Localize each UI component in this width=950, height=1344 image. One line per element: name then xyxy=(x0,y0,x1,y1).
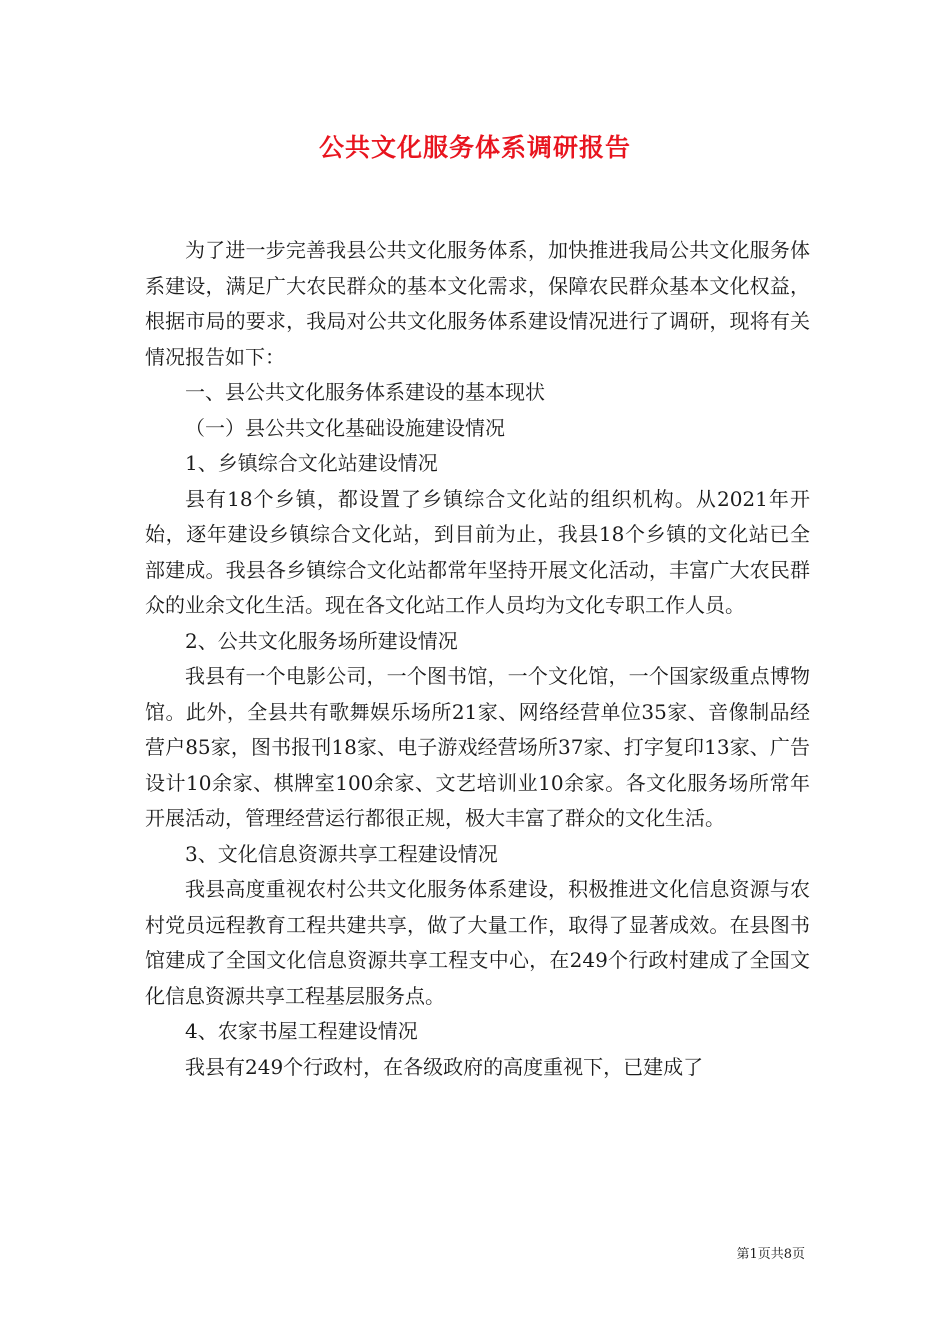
document-body xyxy=(145,233,810,1085)
item-heading-1: 1、乡镇综合文化站建设情况 xyxy=(185,451,438,475)
subsection-heading-1: （一）县公共文化基础设施建设情况 xyxy=(185,415,505,440)
document-title: 公共文化服务体系调研报告 xyxy=(318,133,631,162)
paragraph-info-sharing: 我县高度重视农村公共文化服务体系建设，积极推进文化信息资源与农村党员远程教育工程共建共享，做了大量工作，取得了显著成效。在县图书馆建成了全国文化信息资源共享工程支中心，在249个行政村建成了全国文化信息资源共享工程基层服务点。 xyxy=(145,877,810,1008)
paragraph-intro: 为了进一步完善我县公共文化服务体系，加快推进我局公共文化服务体系建设，满足广大农民群众的基本文化需求，保障农民群众基本文化权益，根据市局的要求，我局对公共文化服务体系建设情况进行了调研，现将有关情况报告如下： xyxy=(145,238,810,369)
paragraph-farm-libraries: 我县有249个行政村，在各级政府的高度重视下，已建成了 xyxy=(185,1054,704,1079)
section-heading-1: 一、县公共文化服务体系建设的基本现状 xyxy=(185,380,545,404)
item-heading-4: 4、农家书屋工程建设情况 xyxy=(185,1019,418,1043)
item-heading-2: 2、公共文化服务场所建设情况 xyxy=(185,628,458,653)
paragraph-township-stations: 县有18个乡镇，都设置了乡镇综合文化站的组织机构。从2021年开始，逐年建设乡镇综合文化站，到目前为止，我县18个乡镇的文化站已全部建成。我县各乡镇综合文化站都常年坚持开展文化活动，丰富广大农民群众的业余文化生活。现在各文化站工作人员均为文化专职工作人员。 xyxy=(145,486,810,617)
page-number: 第1页共8页 xyxy=(736,1247,805,1262)
item-heading-3: 3、文化信息资源共享工程建设情况 xyxy=(185,841,498,866)
paragraph-service-venues: 我县有一个电影公司，一个图书馆，一个文化馆，一个国家级重点博物馆。此外，全县共有歌舞娱乐场所21家、网络经营单位35家、音像制品经营户85家，图书报刊18家、电子游戏经营场所37家、打字复印13家、广告设计10余家、棋牌室100余家、文艺培训业10余家。各文化服务场所常年开展活动，管理经营运行都很正规，极大丰富了群众的文化生活。 xyxy=(145,664,810,830)
